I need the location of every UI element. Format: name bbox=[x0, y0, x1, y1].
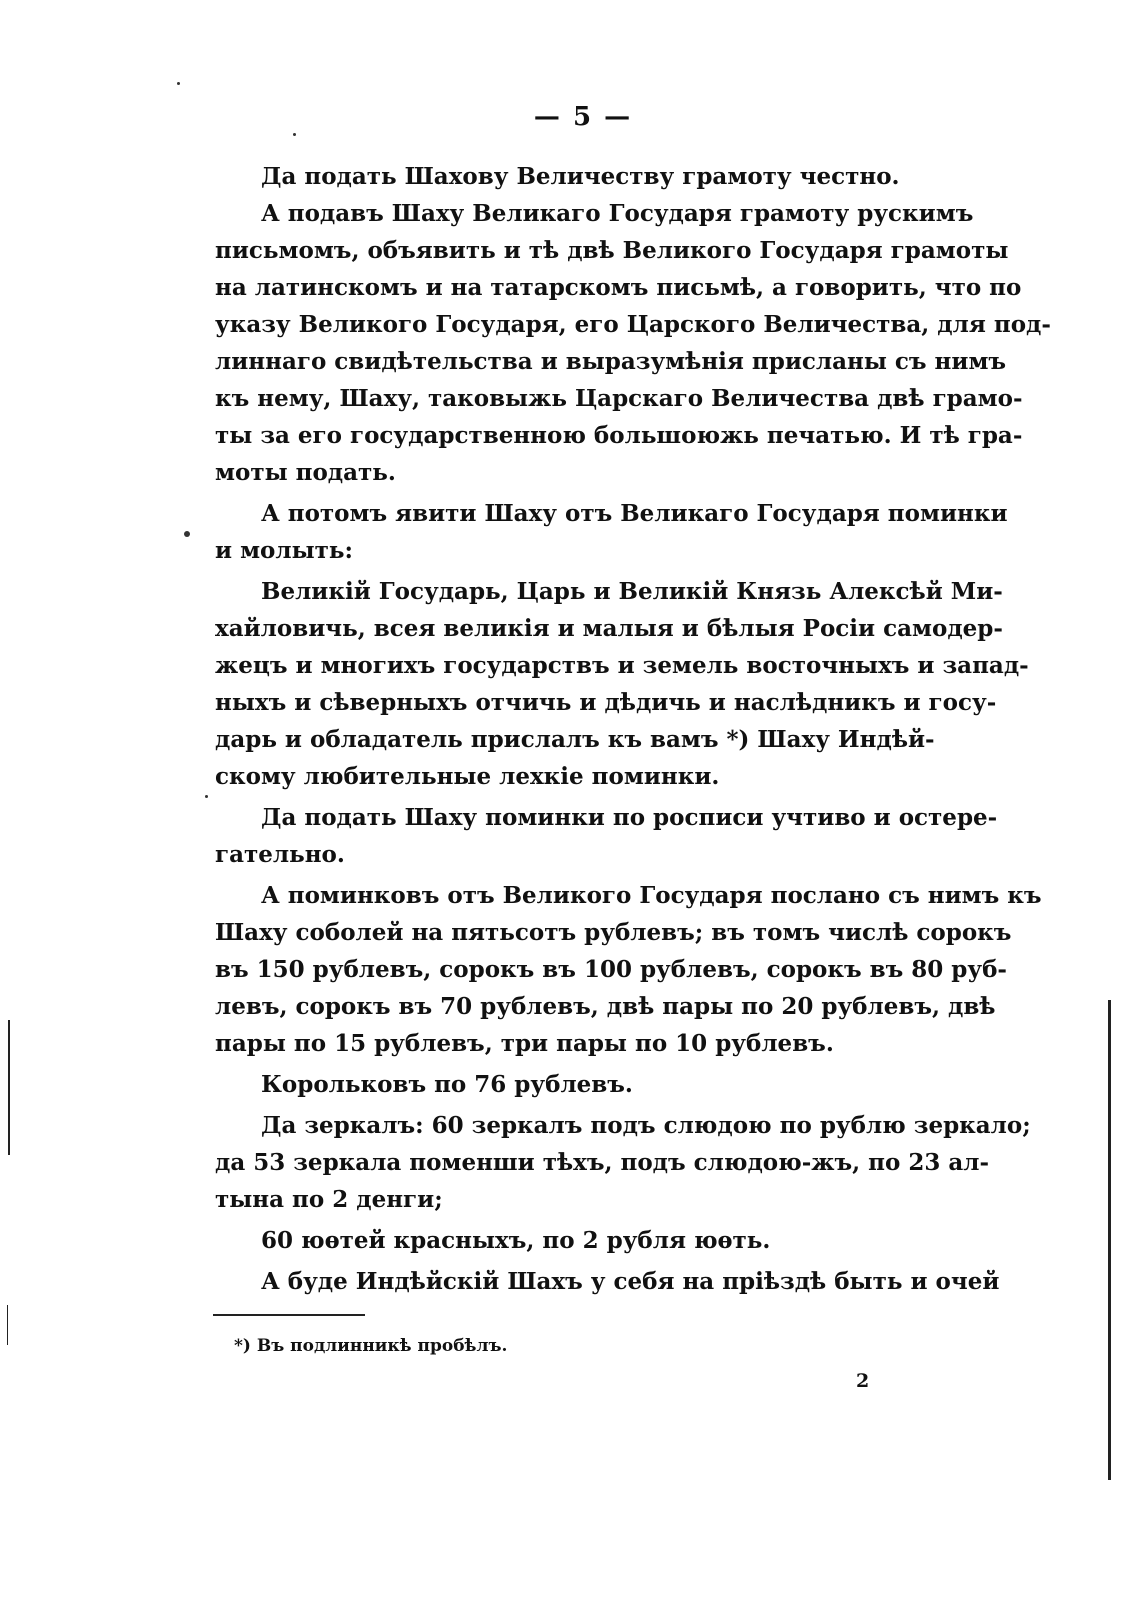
body-text bbox=[215, 158, 1051, 1300]
text-line: левъ, сорокъ въ 70 рублевъ, двѣ пары по 20 рублевъ, двѣ bbox=[215, 993, 996, 1020]
text-line: тына по 2 денги; bbox=[215, 1186, 443, 1213]
scan-edge-left-lower bbox=[7, 1305, 8, 1345]
scan-speck bbox=[293, 133, 296, 136]
scan-speck bbox=[184, 531, 190, 537]
scan-speck bbox=[177, 82, 180, 85]
text-line: Да подать Шахову Величеству грамоту честно. bbox=[261, 163, 900, 190]
text-line: указу Великого Государя, его Царского Величества, для под- bbox=[215, 311, 1051, 338]
text-line: Корольковъ по 76 рублевъ. bbox=[261, 1071, 633, 1098]
text-line: А потомъ явити Шаху отъ Великаго Государя поминки bbox=[261, 500, 1008, 527]
text-line: Шаху соболей на пятьсотъ рублевъ; въ томъ числѣ сорокъ bbox=[215, 919, 1012, 946]
text-line: въ 150 рублевъ, сорокъ въ 100 рублевъ, сорокъ въ 80 руб- bbox=[215, 956, 1007, 983]
text-line: дарь и обладатель прислалъ къ вамъ *) Шаху Индѣй- bbox=[215, 726, 935, 753]
text-line: моты подать. bbox=[215, 459, 396, 486]
text-line: А буде Индѣйскій Шахъ у себя на пріѣздѣ быть и очей bbox=[261, 1268, 1000, 1295]
scan-edge-left bbox=[8, 1020, 10, 1155]
text-line: 60 юѳтей красныхъ, по 2 рубля юѳть. bbox=[261, 1227, 771, 1254]
text-line: и молыть: bbox=[215, 537, 354, 564]
scan-speck bbox=[205, 795, 208, 798]
text-line: пары по 15 рублевъ, три пары по 10 рублевъ. bbox=[215, 1030, 834, 1057]
signature-mark: 2 bbox=[856, 1370, 870, 1392]
text-line: скому любительные лехкіе поминки. bbox=[215, 763, 720, 790]
text-line: на латинскомъ и на татарскомъ письмѣ, а говорить, что по bbox=[215, 274, 1022, 301]
text-line: А подавъ Шаху Великаго Государя грамоту рускимъ bbox=[261, 200, 974, 227]
text-line: жецъ и многихъ государствъ и земель восточныхъ и запад- bbox=[215, 652, 1029, 679]
text-line: гательно. bbox=[215, 841, 345, 868]
text-line: да 53 зеркала поменши тѣхъ, подъ слюдою-жъ, по 23 ал- bbox=[215, 1149, 989, 1176]
text-line: линнаго свидѣтельства и выразумѣнія присланы съ нимъ bbox=[215, 348, 1007, 375]
text-line: хайловичь, всея великія и малыя и бѣлыя Росіи самодер- bbox=[215, 615, 1003, 642]
footnote: *) Въ подлинникѣ пробѣлъ. bbox=[234, 1336, 508, 1356]
text-line: А поминковъ отъ Великого Государя послано съ нимъ къ bbox=[261, 882, 1042, 909]
text-line: Великій Государь, Царь и Великій Князь Алексѣй Ми- bbox=[261, 578, 1003, 605]
text-line: ты за его государственною большоюжь печатью. И тѣ гра- bbox=[215, 422, 1023, 449]
text-line: ныхъ и сѣверныхъ отчичь и дѣдичь и наслѣдникъ и госу- bbox=[215, 689, 997, 716]
scan-edge-right bbox=[1108, 1000, 1111, 1480]
text-line: Да подать Шаху поминки по росписи учтиво и остере- bbox=[261, 804, 998, 831]
text-line: къ нему, Шаху, таковыжь Царскаго Величества двѣ грамо- bbox=[215, 385, 1023, 412]
page-number: — 5 — bbox=[533, 102, 633, 132]
text-line: письмомъ, объявить и тѣ двѣ Великого Государя грамоты bbox=[215, 237, 1009, 264]
footnote-rule bbox=[213, 1314, 365, 1316]
text-line: Да зеркалъ: 60 зеркалъ подъ слюдою по рублю зеркало; bbox=[261, 1112, 1031, 1139]
